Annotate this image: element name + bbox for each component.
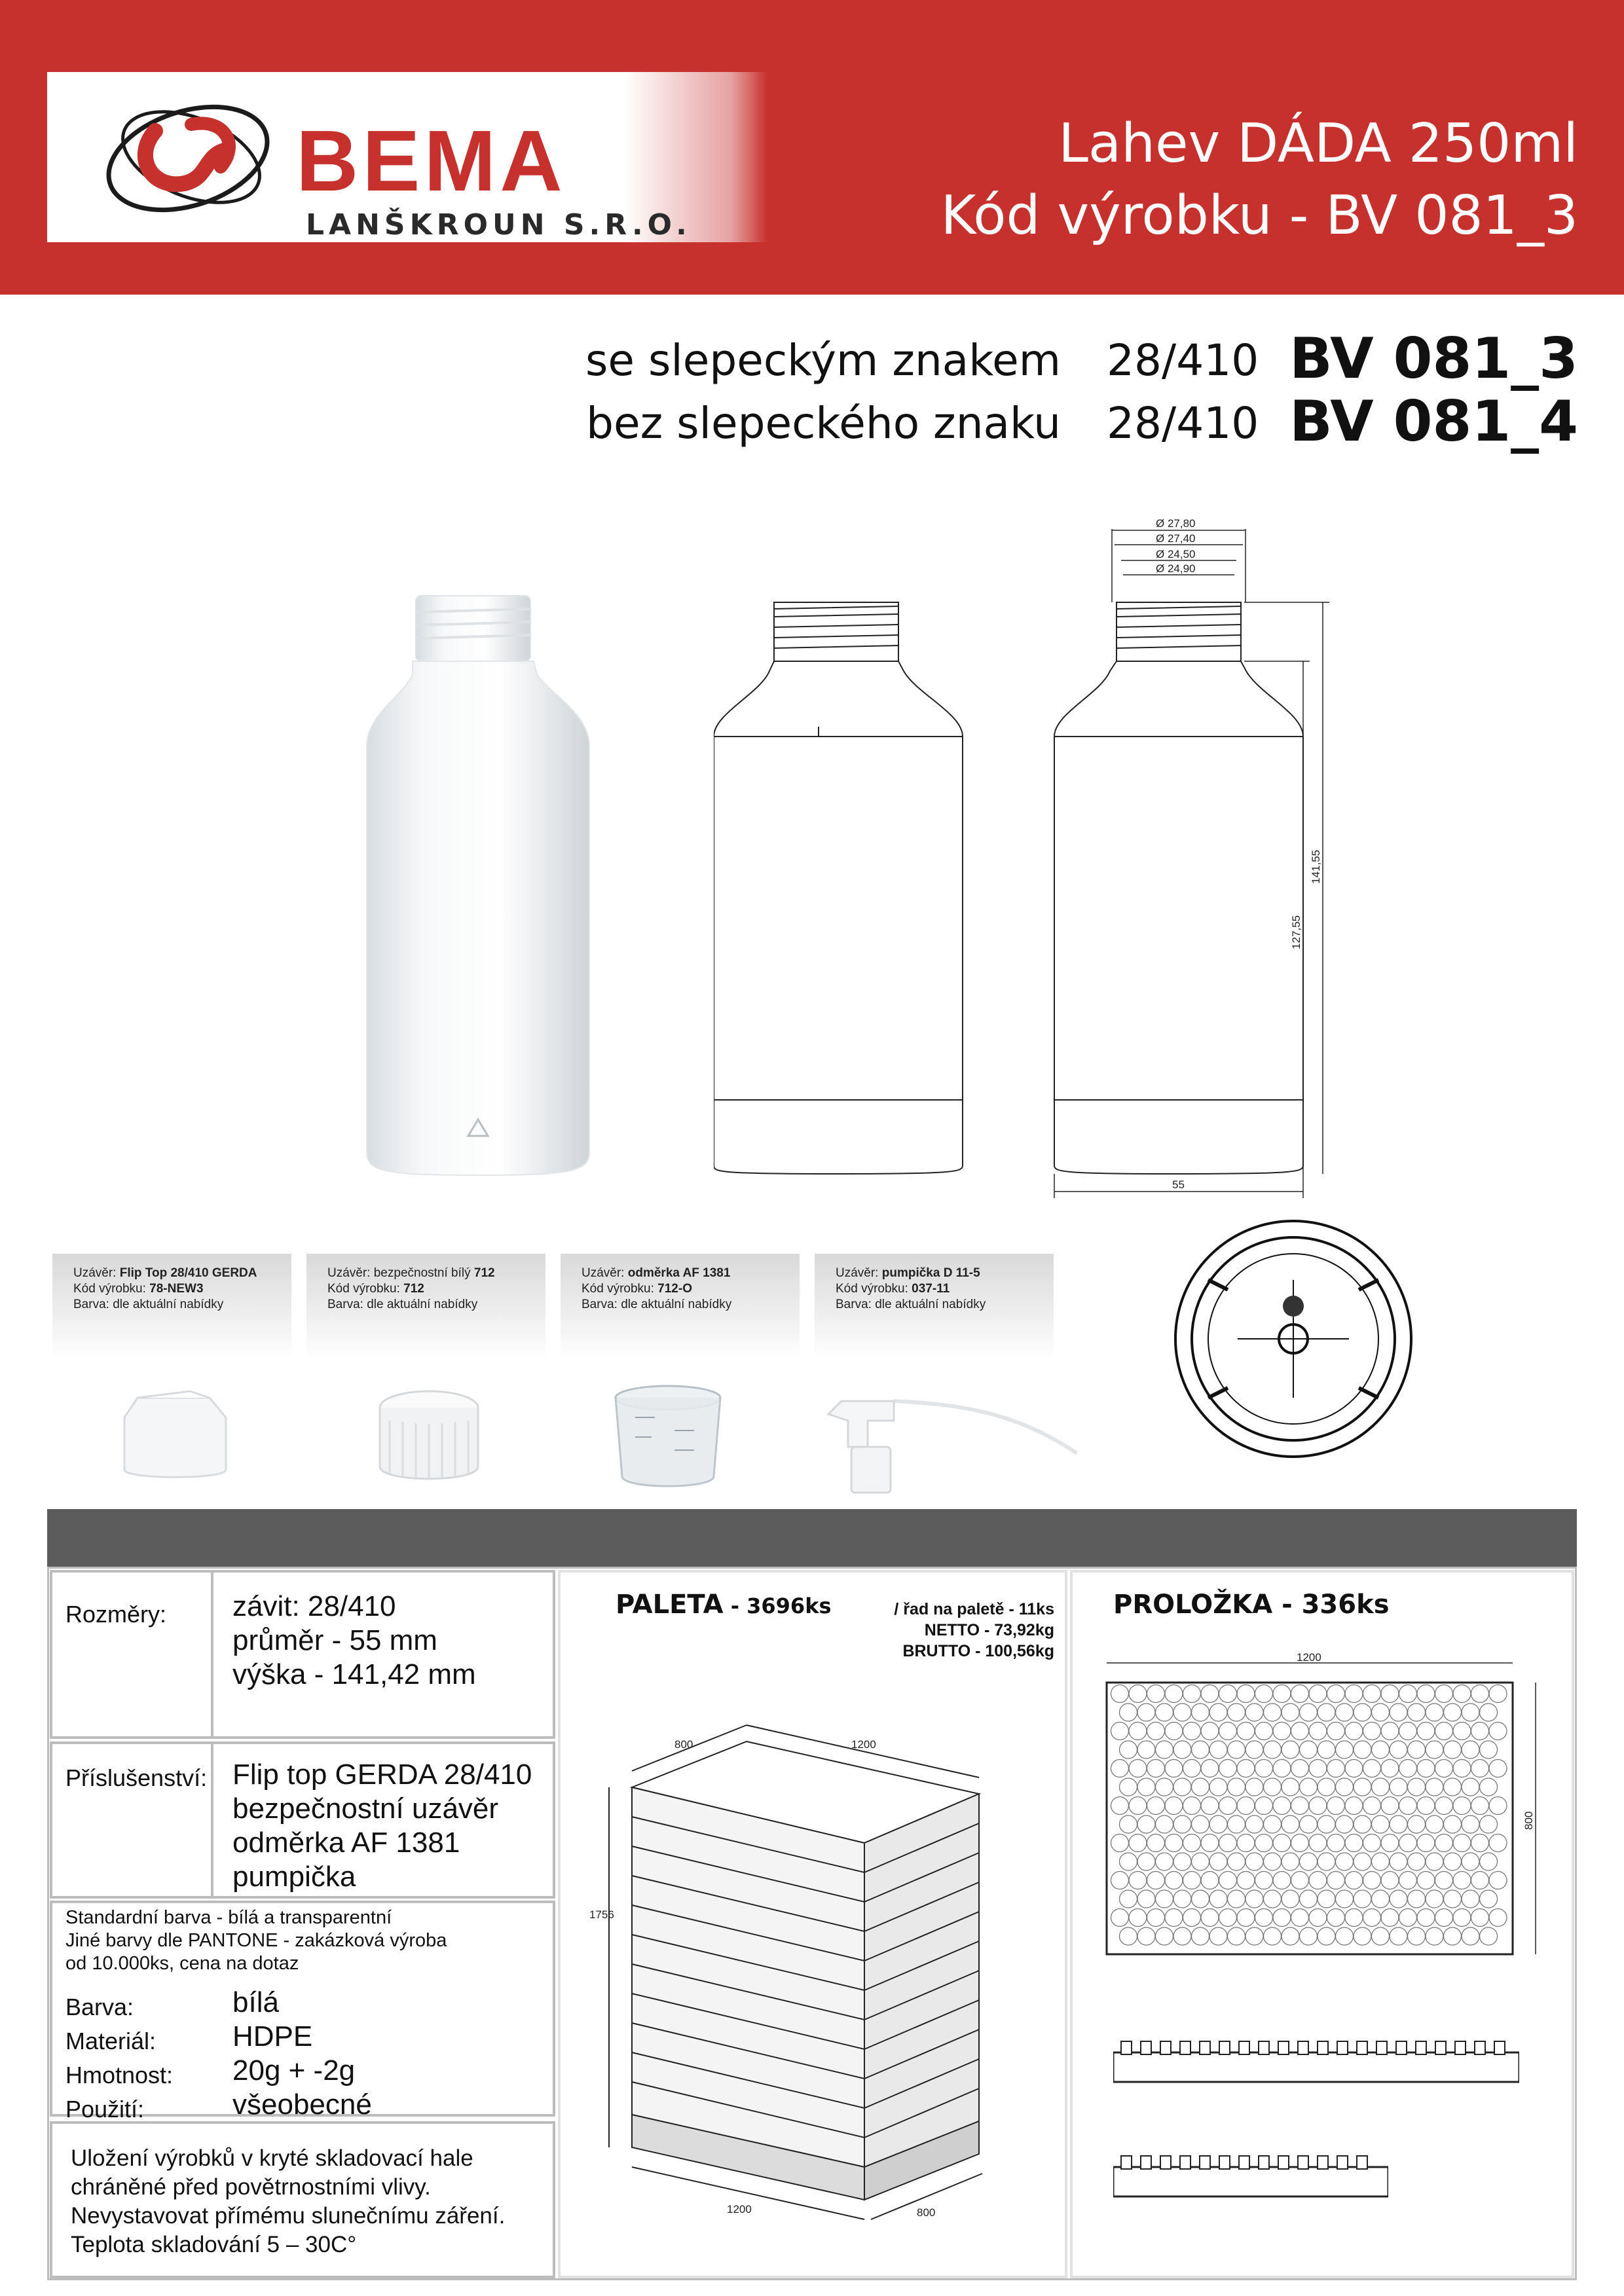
page-title: Lahev DÁDA 250ml (1058, 113, 1578, 175)
closure-color-line: Barva: dle aktuální nabídky (327, 1298, 478, 1311)
dim-d3: Ø 24,50 (1156, 548, 1196, 560)
dimensions-divider (211, 1571, 213, 1738)
closure-type-value: pumpička D 11-5 (881, 1266, 980, 1280)
variant-desc-2: bez slepeckého znaku (586, 398, 1061, 448)
prop-color-label: Barva: (65, 1994, 134, 2020)
closure-code-label: Kód výrobku: (327, 1282, 404, 1296)
dimensions-label: Rozměry: (65, 1601, 167, 1628)
layer-pad-title: PROLOŽKA - 336ks (1113, 1590, 1390, 1620)
dim-width: 55 (1172, 1178, 1185, 1191)
variant-code-1: BV 081_3 (1289, 326, 1578, 392)
dim-d1: Ø 27,80 (1156, 517, 1196, 530)
layer-pad-side-view-top (1113, 2036, 1519, 2088)
dim-d4: Ø 24,90 (1156, 562, 1196, 575)
dim-height-total: 141,55 (1310, 850, 1322, 884)
technical-drawing-front (714, 589, 969, 1178)
prop-weight-label: Hmotnost: (65, 2062, 174, 2088)
closure-type-label: Uzávěr: bezpečnostní bílý (327, 1266, 474, 1280)
closure-code-value: 037-11 (912, 1282, 950, 1296)
prop-material-value: HDPE (232, 2020, 313, 2052)
closure-type-value: Flip Top 28/410 GERDA (119, 1266, 257, 1280)
pallet-drawing (589, 1696, 1035, 2232)
dimension-diameter: průměr - 55 mm (232, 1624, 437, 1656)
pallet-netto: NETTO - 73,92kg (924, 1621, 1054, 1639)
pallet-count: - 3696ks (723, 1594, 832, 1618)
pallet-dim-bottom-b: 800 (917, 2206, 936, 2219)
dim-d2: Ø 27,40 (1156, 532, 1196, 545)
closure-code-label: Kód výrobku: (73, 1282, 150, 1296)
product-code-title: Kód výrobku - BV 081_3 (940, 185, 1578, 247)
prop-color-value: bílá (232, 1986, 279, 2018)
closure-color-line: Barva: dle aktuální nabídky (836, 1298, 986, 1311)
measuring-cup-image (602, 1378, 733, 1496)
pallet-heading (616, 1590, 832, 1620)
prop-usage-value: všeobecné (232, 2088, 372, 2121)
layer-pad-dim-width: 1200 (1297, 1653, 1321, 1664)
accessories-divider (211, 1743, 213, 1897)
pallet-dim-height: 1756 (589, 1908, 614, 1921)
dim-height-body: 127,55 (1290, 915, 1302, 949)
standard-color-line-2: Jiné barvy dle PANTONE - zakázková výroba (65, 1930, 447, 1951)
closure-code-value: 712-O (657, 1282, 692, 1296)
layer-pad-dim-height: 800 (1522, 1811, 1535, 1830)
closure-type-label: Uzávěr: (581, 1266, 628, 1280)
storage-line-1: Uložení výrobků v kryté skladovací hale (71, 2145, 473, 2171)
brand-subtitle: LANŠKROUN S.R.O. (306, 208, 692, 242)
pallet-rows: / řad na paletě - 11ks (894, 1600, 1054, 1618)
dimension-height: výška - 141,42 mm (232, 1658, 476, 1690)
bottle-photo (341, 583, 616, 1185)
pallet-dim-bottom-a: 1200 (727, 2203, 752, 2215)
variant-thread-1: 28/410 (1107, 335, 1259, 386)
pallet-brutto: BRUTTO - 100,56kg (902, 1642, 1054, 1660)
pump-dispenser-image (802, 1375, 1077, 1506)
closure-card-2 (306, 1254, 545, 1358)
closure-color-line: Barva: dle aktuální nabídky (581, 1298, 732, 1311)
layer-pad-side-view-bottom (1113, 2151, 1388, 2203)
closure-type-label: Uzávěr: (73, 1266, 120, 1280)
closure-type-value: 712 (473, 1266, 495, 1280)
closure-code-value: 78-NEW3 (149, 1282, 204, 1296)
bottle-bottom-view (1169, 1214, 1418, 1463)
closure-type-value: odměrka AF 1381 (627, 1266, 731, 1280)
standard-color-line-1: Standardní barva - bílá a transparentní (65, 1907, 392, 1928)
logo-panel (47, 72, 767, 242)
pallet-dim-top-a: 800 (674, 1738, 693, 1751)
accessory-measuring-cup: odměrka AF 1381 (232, 1827, 460, 1859)
variant-code-2: BV 081_4 (1289, 389, 1578, 454)
accessory-flip-top: Flip top GERDA 28/410 (232, 1758, 532, 1791)
brand-name: BEMA (296, 113, 566, 209)
prop-usage-label: Použití: (65, 2096, 145, 2123)
pallet-dim-top-b: 1200 (851, 1738, 876, 1751)
closure-code-label: Kód výrobku: (836, 1282, 912, 1296)
accessories-label: Příslušenství: (65, 1764, 208, 1791)
closure-card-1 (52, 1254, 291, 1358)
storage-line-3: Nevystavovat přímému slunečnímu záření. (71, 2203, 506, 2229)
closure-type-label: Uzávěr: (836, 1266, 882, 1280)
standard-color-line-3: od 10.000ks, cena na dotaz (65, 1953, 299, 1974)
accessory-safety-cap: bezpečnostní uzávěr (232, 1793, 499, 1825)
closure-card-4 (815, 1254, 1054, 1358)
flip-top-cap-image (111, 1372, 242, 1489)
layer-pad-drawing (1100, 1653, 1545, 1961)
technical-drawing-dimensioned (1048, 517, 1349, 1198)
section-divider-band (47, 1509, 1577, 1567)
variant-thread-2: 28/410 (1107, 398, 1259, 448)
closure-code-label: Kód výrobku: (581, 1282, 658, 1296)
closure-code-value: 712 (403, 1282, 424, 1296)
closure-color-line: Barva: dle aktuální nabídky (73, 1298, 224, 1311)
accessory-pump: pumpička (232, 1861, 356, 1893)
dimension-thread: závit: 28/410 (232, 1590, 396, 1622)
prop-weight-value: 20g + -2g (232, 2054, 356, 2086)
pallet-title: PALETA (616, 1590, 724, 1620)
storage-line-4: Teplota skladování 5 – 30C° (71, 2232, 357, 2257)
variant-desc-1: se slepeckým znakem (585, 335, 1061, 386)
bema-logo-icon (93, 85, 289, 229)
closure-card-3 (561, 1254, 800, 1358)
safety-cap-image (363, 1381, 494, 1493)
storage-line-2: chráněné před povětrnostními vlivy. (71, 2174, 431, 2200)
prop-material-label: Materiál: (65, 2028, 157, 2054)
